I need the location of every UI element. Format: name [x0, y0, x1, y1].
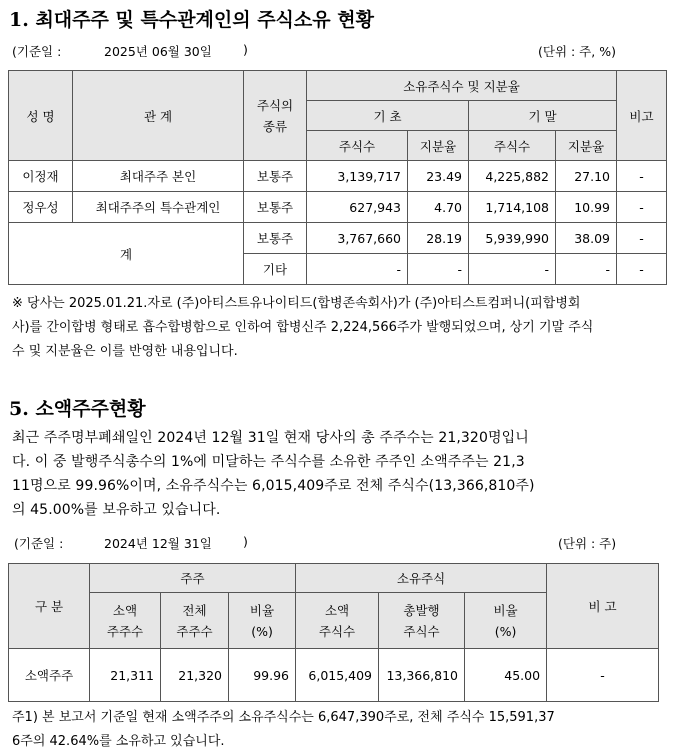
header-begin-ratio: 지분율	[408, 131, 469, 161]
row-minor-shares: 6,015,409	[296, 649, 379, 702]
header-share-ratio	[465, 593, 547, 649]
header-remark: 비고	[617, 71, 667, 161]
header-line: 비율	[493, 602, 518, 618]
row-type: 보통주	[244, 192, 307, 223]
header-line: 주식수	[318, 623, 356, 639]
header-line: 주주수	[106, 623, 144, 639]
total-type: 기타	[244, 254, 307, 285]
section5-base-date-close: )	[243, 534, 248, 549]
row-end-shares: 4,225,882	[469, 161, 556, 192]
table-row	[9, 192, 667, 223]
header-stock-type-line1: 주식의	[256, 97, 294, 113]
header-total-holders	[161, 593, 229, 649]
note-line: 사)를 간이합병 형태로 흡수합병함으로 인하여 합병신주 2,224,566주가 발행되었으며, 상기 기말 주식	[12, 320, 594, 335]
section1-base-date: 2025년 06월 30일	[104, 44, 212, 59]
row-end-ratio: 10.99	[556, 192, 617, 223]
footnote-line: 주1) 본 보고서 기준일 현재 소액주주의 소유주식수는 6,647,390주로, 전체 주식수 15,591,37	[12, 710, 555, 725]
row-remark: -	[617, 192, 667, 223]
table-row	[9, 161, 667, 192]
section1-base-date-close: )	[243, 42, 248, 57]
section1-base-date-label: (기준일 :	[12, 44, 62, 59]
header-line: 비율	[249, 602, 275, 618]
header-holders: 주주	[90, 564, 296, 593]
row-begin-shares: 3,139,717	[307, 161, 408, 192]
row-remark: -	[617, 161, 667, 192]
row-begin-ratio: 23.49	[408, 161, 469, 192]
total-begin-shares: 3,767,660	[307, 223, 408, 254]
total-begin-ratio: 28.19	[408, 223, 469, 254]
row-total-holders: 21,320	[161, 649, 229, 702]
header-relation: 관 계	[73, 71, 244, 161]
footnote-line: 6주의 42.64%를 소유하고 있습니다.	[12, 734, 225, 749]
header-minor-holders	[90, 593, 161, 649]
row-begin-ratio: 4.70	[408, 192, 469, 223]
table-row	[9, 223, 667, 254]
section5-footnote	[12, 706, 555, 754]
total-remark: -	[617, 254, 667, 285]
row-name: 이정재	[9, 161, 73, 192]
header-end-shares: 주식수	[469, 131, 556, 161]
total-remark: -	[617, 223, 667, 254]
header-end-ratio: 지분율	[556, 131, 617, 161]
header-line: 주주수	[176, 623, 213, 639]
header-stock-type-line2: 종류	[262, 118, 288, 134]
section5-base-date: 2024년 12월 31일	[104, 536, 212, 551]
row-end-shares: 1,714,108	[469, 192, 556, 223]
header-stock-type	[244, 71, 307, 161]
section5-title: 5. 소액주주현황	[9, 398, 146, 420]
shareholding-table	[8, 70, 667, 285]
header-name: 성 명	[9, 71, 73, 161]
row-minor-holders: 21,311	[90, 649, 161, 702]
row-holder-ratio: 99.96	[229, 649, 296, 702]
header-line: 소액	[324, 602, 350, 618]
header-line: 전체	[182, 602, 207, 618]
total-begin-ratio: -	[408, 254, 469, 285]
total-end-shares: -	[469, 254, 556, 285]
row-relation: 최대주주의 특수관계인	[73, 192, 244, 223]
total-end-ratio: -	[556, 254, 617, 285]
para-line: 의 45.00%를 보유하고 있습니다.	[12, 502, 221, 518]
header-issued-shares	[379, 593, 465, 649]
para-line: 다. 이 중 발행주식총수의 1%에 미달하는 주식수를 소유한 주주인 소액주주는 21,3	[12, 454, 525, 470]
row-begin-shares: 627,943	[307, 192, 408, 223]
row-type: 보통주	[244, 161, 307, 192]
header-line: (%)	[494, 623, 517, 639]
section5-unit: (단위 : 주)	[558, 536, 617, 551]
para-line: 11명으로 99.96%이며, 소유주식수는 6,015,409주로 전체 주식수(13,366,810주)	[12, 478, 535, 494]
header-line: 주식수	[403, 623, 440, 639]
row-end-ratio: 27.10	[556, 161, 617, 192]
note-line: ※ 당사는 2025.01.21.자로 (주)아티스트유나이티드(합병존속회사)가 (주)아티스트컴퍼니(피합병회	[12, 296, 581, 311]
row-relation: 최대주주 본인	[73, 161, 244, 192]
total-label: 계	[9, 223, 244, 285]
header-begin-shares: 주식수	[307, 131, 408, 161]
table-row	[9, 649, 659, 702]
header-category: 구 분	[9, 564, 90, 649]
header-owned: 소유주식	[296, 564, 547, 593]
para-line: 최근 주주명부폐쇄일인 2024년 12월 31일 현재 당사의 총 주주수는 21,320명입니	[12, 430, 529, 446]
header-line: (%)	[251, 623, 273, 639]
header-line: 소액	[112, 602, 138, 618]
minority-table	[8, 563, 659, 702]
header-holdings: 소유주식수 및 지분율	[307, 71, 617, 101]
section5-base-date-label: (기준일 :	[14, 536, 64, 551]
row-issued-shares: 13,366,810	[379, 649, 465, 702]
total-type: 보통주	[244, 223, 307, 254]
note-line: 수 및 지분율은 이를 반영한 내용입니다.	[12, 344, 238, 359]
total-end-shares: 5,939,990	[469, 223, 556, 254]
header-line: 총발행	[403, 602, 440, 618]
section1-unit: (단위 : 주, %)	[538, 44, 616, 59]
section1-note	[12, 292, 593, 364]
row-label: 소액주주	[9, 649, 90, 702]
header-holder-ratio	[229, 593, 296, 649]
section1-title: 1. 최대주주 및 특수관계인의 주식소유 현황	[9, 9, 374, 31]
section5-paragraph	[12, 426, 535, 522]
row-name: 정우성	[9, 192, 73, 223]
row-remark: -	[547, 649, 659, 702]
row-share-ratio: 45.00	[465, 649, 547, 702]
header-begin: 기 초	[307, 101, 469, 131]
total-begin-shares: -	[307, 254, 408, 285]
header-end: 기 말	[469, 101, 617, 131]
header-minor-shares	[296, 593, 379, 649]
total-end-ratio: 38.09	[556, 223, 617, 254]
header-remark: 비 고	[547, 564, 659, 649]
